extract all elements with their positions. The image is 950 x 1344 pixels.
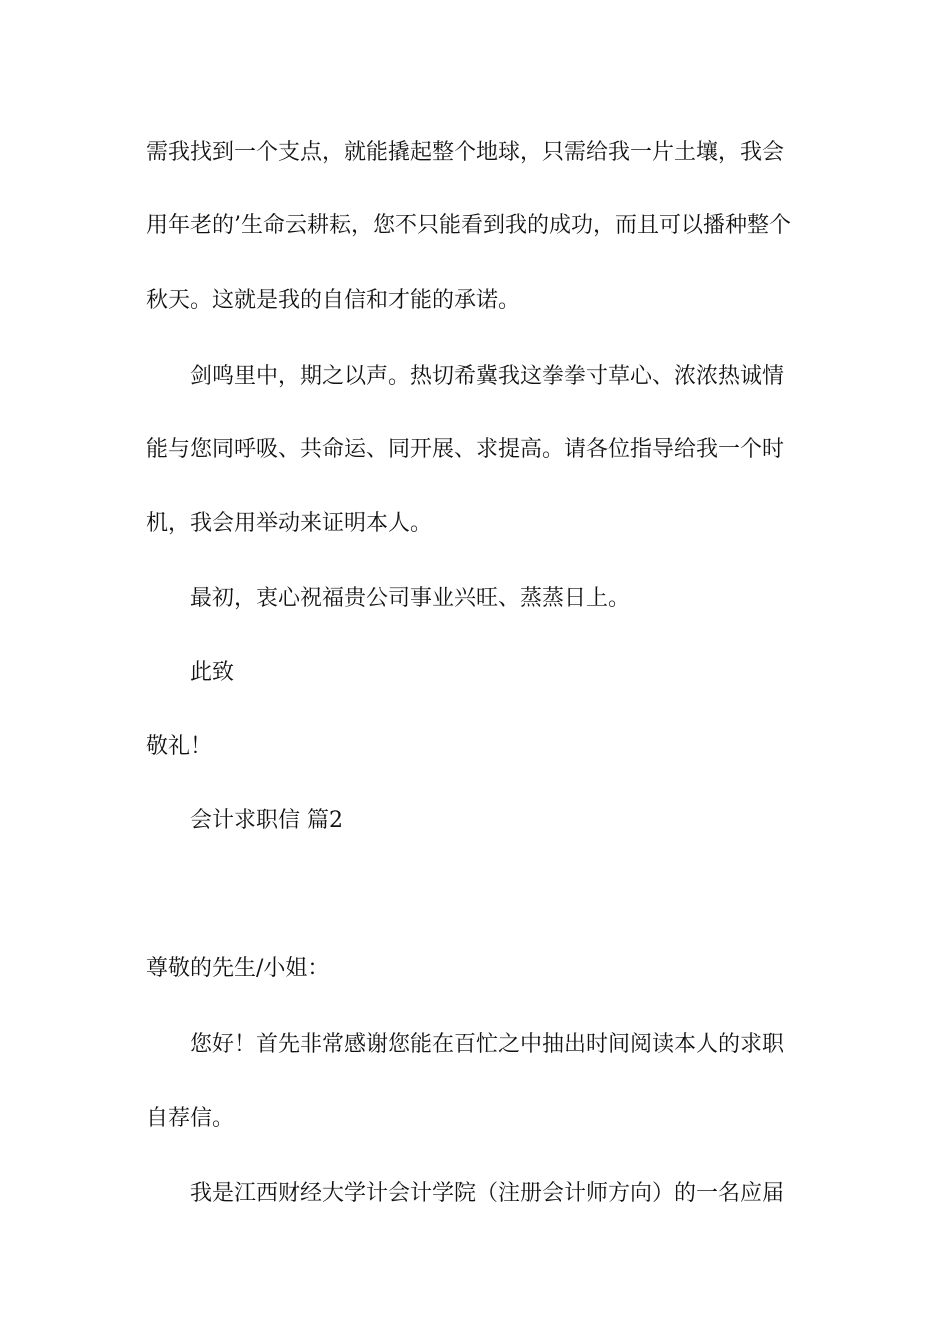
paragraph-line: 能与您同呼吸、共命运、同开展、求提高。请各位指导给我一个时 — [146, 437, 785, 462]
paragraph-line: 您好！首先非常感谢您能在百忙之中抽出时间阅读本人的求职 — [190, 1032, 785, 1057]
paragraph-line: 剑鸣里中，期之以声。热切希冀我这拳拳寸草心、浓浓热诚情 — [190, 364, 785, 389]
paragraph-line: 自荐信。 — [146, 1106, 235, 1131]
paragraph-line: 我是江西财经大学计会计学院（注册会计师方向）的一名应届 — [190, 1181, 785, 1206]
paragraph-line: 机，我会用举动来证明本人。 — [146, 511, 433, 536]
section-heading: 会计求职信 篇2 — [190, 808, 343, 833]
paragraph-line: 秋天。这就是我的自信和才能的承诺。 — [146, 288, 521, 313]
closing-salutation: 此致 — [190, 660, 235, 685]
closing-regards: 敬礼！ — [146, 734, 213, 759]
paragraph-line: 需我找到一个支点，就能撬起整个地球，只需给我一片土壤，我会 — [146, 140, 785, 165]
paragraph-line: 最初，衷心祝福贵公司事业兴旺、蒸蒸日上。 — [190, 586, 631, 611]
paragraph-line: 用年老的’生命云耕耘，您不只能看到我的成功，而且可以播种整个 — [146, 213, 791, 238]
letter-greeting: 尊敬的先生/小姐： — [146, 956, 330, 981]
